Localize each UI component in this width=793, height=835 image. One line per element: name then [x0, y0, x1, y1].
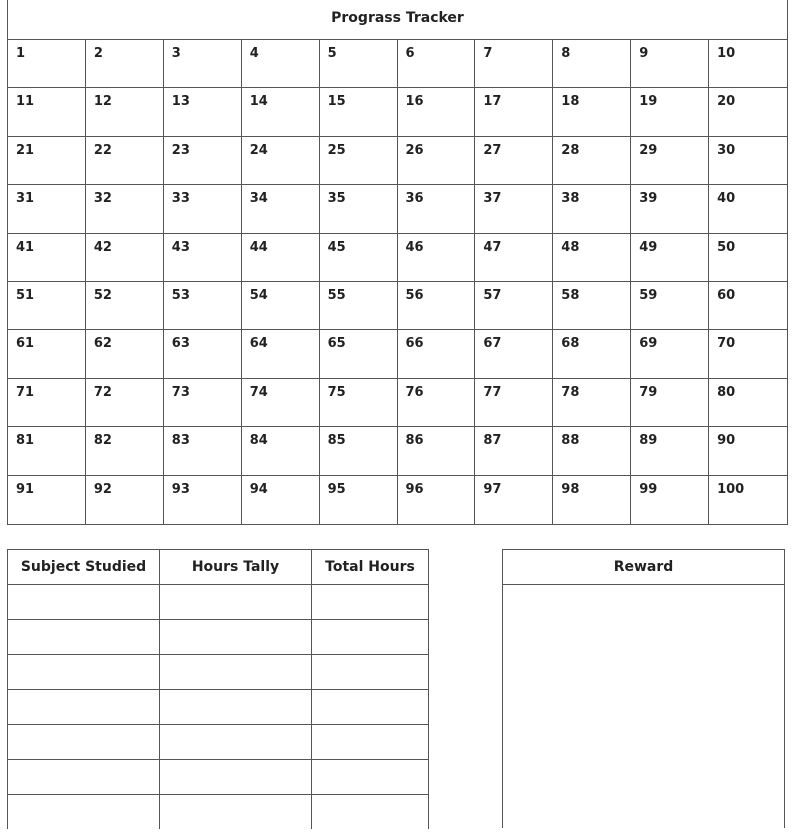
- tracker-cell[interactable]: 81: [8, 427, 86, 475]
- tracker-cell[interactable]: 29: [631, 137, 709, 185]
- tracker-cell[interactable]: 24: [242, 137, 320, 185]
- table-row: [8, 620, 429, 655]
- tracker-cell[interactable]: 35: [320, 185, 398, 233]
- tracker-cell[interactable]: 56: [398, 282, 476, 330]
- tracker-cell[interactable]: 26: [398, 137, 476, 185]
- tracker-cell[interactable]: 41: [8, 234, 86, 282]
- tracker-cell[interactable]: 97: [475, 476, 553, 524]
- tracker-cell[interactable]: 6: [398, 40, 476, 88]
- tracker-cell[interactable]: 20: [709, 88, 787, 136]
- tracker-cell[interactable]: 53: [164, 282, 242, 330]
- total-hours-cell[interactable]: [312, 690, 429, 725]
- tracker-cell[interactable]: 47: [475, 234, 553, 282]
- tracker-cell[interactable]: 88: [553, 427, 631, 475]
- hours-tally-cell[interactable]: [160, 795, 312, 829]
- tracker-cell[interactable]: 40: [709, 185, 787, 233]
- tracker-cell[interactable]: 51: [8, 282, 86, 330]
- tracker-cell[interactable]: 45: [320, 234, 398, 282]
- total-hours-cell[interactable]: [312, 760, 429, 795]
- tracker-cell[interactable]: 95: [320, 476, 398, 524]
- tracker-cell[interactable]: 99: [631, 476, 709, 524]
- tracker-cell[interactable]: 4: [242, 40, 320, 88]
- tracker-cell[interactable]: 31: [8, 185, 86, 233]
- tracker-cell[interactable]: 37: [475, 185, 553, 233]
- hours-tally-cell[interactable]: [160, 690, 312, 725]
- tracker-cell[interactable]: 52: [86, 282, 164, 330]
- tracker-cell[interactable]: 49: [631, 234, 709, 282]
- tracker-cell[interactable]: 71: [8, 379, 86, 427]
- tracker-cell[interactable]: 21: [8, 137, 86, 185]
- tracker-cell[interactable]: 15: [320, 88, 398, 136]
- tracker-cell[interactable]: 11: [8, 88, 86, 136]
- tracker-cell[interactable]: 5: [320, 40, 398, 88]
- tracker-cell[interactable]: 96: [398, 476, 476, 524]
- table-row: [8, 760, 429, 795]
- hours-tally-cell[interactable]: [160, 655, 312, 690]
- hours-tally-cell[interactable]: [160, 760, 312, 795]
- tracker-cell[interactable]: 57: [475, 282, 553, 330]
- tracker-cell[interactable]: 28: [553, 137, 631, 185]
- tracker-cell[interactable]: 39: [631, 185, 709, 233]
- progress-tracker: [7, 0, 788, 525]
- tracker-cell[interactable]: 94: [242, 476, 320, 524]
- tracker-cell[interactable]: 70: [709, 330, 787, 378]
- tracker-cell[interactable]: 14: [242, 88, 320, 136]
- tracker-cell[interactable]: 54: [242, 282, 320, 330]
- tracker-title: Prograss Tracker: [8, 0, 787, 40]
- tracker-cell[interactable]: 17: [475, 88, 553, 136]
- tracker-cell[interactable]: 43: [164, 234, 242, 282]
- tracker-cell[interactable]: 38: [553, 185, 631, 233]
- subject-cell[interactable]: [8, 760, 160, 795]
- tracker-cell[interactable]: 22: [86, 137, 164, 185]
- tracker-cell[interactable]: 83: [164, 427, 242, 475]
- table-row: [8, 725, 429, 760]
- reward-box: [502, 549, 785, 828]
- header-total-hours: Total Hours: [312, 550, 429, 585]
- tracker-cell[interactable]: 61: [8, 330, 86, 378]
- tracker-cell[interactable]: 1: [8, 40, 86, 88]
- subject-cell[interactable]: [8, 655, 160, 690]
- tracker-cell[interactable]: 33: [164, 185, 242, 233]
- table-row: [8, 690, 429, 725]
- tracker-cell[interactable]: 87: [475, 427, 553, 475]
- subject-cell[interactable]: [8, 690, 160, 725]
- tracker-cell[interactable]: 19: [631, 88, 709, 136]
- tracker-cell[interactable]: 77: [475, 379, 553, 427]
- tracker-cell[interactable]: 50: [709, 234, 787, 282]
- tracker-cell[interactable]: 79: [631, 379, 709, 427]
- header-subject-studied: Subject Studied: [8, 550, 160, 585]
- tracker-cell[interactable]: 64: [242, 330, 320, 378]
- tracker-cell[interactable]: 30: [709, 137, 787, 185]
- subject-cell[interactable]: [8, 585, 160, 620]
- table-row: [8, 795, 429, 829]
- tracker-cell[interactable]: 100: [717, 481, 745, 497]
- tracker-cell[interactable]: 55: [320, 282, 398, 330]
- total-hours-cell[interactable]: [312, 795, 429, 829]
- tracker-cell[interactable]: 73: [164, 379, 242, 427]
- tracker-cell[interactable]: 27: [475, 137, 553, 185]
- tracker-cell[interactable]: 3: [164, 40, 242, 88]
- tracker-cell[interactable]: 58: [553, 282, 631, 330]
- tracker-cell[interactable]: 80: [709, 379, 787, 427]
- tracker-cell[interactable]: 46: [398, 234, 476, 282]
- tracker-cell[interactable]: 9: [631, 40, 709, 88]
- tracker-cell[interactable]: 76: [398, 379, 476, 427]
- total-hours-cell[interactable]: [312, 655, 429, 690]
- tracker-cell[interactable]: 2: [86, 40, 164, 88]
- tracker-cell[interactable]: 92: [86, 476, 164, 524]
- tracker-cell[interactable]: 82: [86, 427, 164, 475]
- tracker-cell[interactable]: 89: [631, 427, 709, 475]
- tracker-cell[interactable]: 8: [553, 40, 631, 88]
- tracker-grid: [8, 40, 787, 524]
- tracker-cell[interactable]: 59: [631, 282, 709, 330]
- total-hours-cell[interactable]: [312, 725, 429, 760]
- reward-field[interactable]: [503, 585, 784, 829]
- tracker-cell[interactable]: 12: [86, 88, 164, 136]
- tracker-cell[interactable]: 23: [164, 137, 242, 185]
- hours-tally-cell[interactable]: [160, 620, 312, 655]
- tracker-cell[interactable]: 66: [398, 330, 476, 378]
- tracker-cell[interactable]: 34: [242, 185, 320, 233]
- tracker-cell[interactable]: 63: [164, 330, 242, 378]
- tracker-cell[interactable]: 85: [320, 427, 398, 475]
- tracker-cell[interactable]: 98: [553, 476, 631, 524]
- subject-cell[interactable]: [8, 620, 160, 655]
- tracker-cell[interactable]: 90: [709, 427, 787, 475]
- total-hours-cell[interactable]: [312, 585, 429, 620]
- total-hours-cell[interactable]: [312, 620, 429, 655]
- tracker-cell[interactable]: 18: [553, 88, 631, 136]
- tracker-cell[interactable]: 75: [320, 379, 398, 427]
- reward-title: Reward: [503, 550, 784, 585]
- tracker-cell[interactable]: 72: [86, 379, 164, 427]
- tracker-cell[interactable]: 91: [8, 476, 86, 524]
- hours-tally-cell[interactable]: [160, 725, 312, 760]
- tracker-cell[interactable]: 93: [164, 476, 242, 524]
- hours-tally-cell[interactable]: [160, 585, 312, 620]
- tracker-cell[interactable]: 44: [242, 234, 320, 282]
- tracker-cell[interactable]: 62: [86, 330, 164, 378]
- table-row: [8, 585, 429, 620]
- tracker-cell[interactable]: 74: [242, 379, 320, 427]
- tracker-cell[interactable]: 84: [242, 427, 320, 475]
- tracker-cell[interactable]: 25: [320, 137, 398, 185]
- tracker-cell[interactable]: 48: [553, 234, 631, 282]
- tracker-cell[interactable]: 78: [553, 379, 631, 427]
- tracker-cell[interactable]: 68: [553, 330, 631, 378]
- study-log-header-row: [8, 550, 429, 585]
- tracker-cell[interactable]: 32: [86, 185, 164, 233]
- tracker-cell[interactable]: 60: [709, 282, 787, 330]
- tracker-cell[interactable]: 10: [709, 40, 787, 88]
- header-hours-tally: Hours Tally: [160, 550, 312, 585]
- tracker-cell[interactable]: 7: [475, 40, 553, 88]
- tracker-cell[interactable]: 36: [398, 185, 476, 233]
- subject-cell[interactable]: [8, 795, 160, 829]
- tracker-cell[interactable]: 13: [164, 88, 242, 136]
- subject-cell[interactable]: [8, 725, 160, 760]
- tracker-cell[interactable]: 42: [86, 234, 164, 282]
- tracker-cell[interactable]: 69: [631, 330, 709, 378]
- study-log-table: [7, 549, 429, 829]
- tracker-cell[interactable]: 65: [320, 330, 398, 378]
- tracker-cell[interactable]: 16: [398, 88, 476, 136]
- table-row: [8, 655, 429, 690]
- tracker-cell[interactable]: 86: [398, 427, 476, 475]
- tracker-cell[interactable]: 67: [475, 330, 553, 378]
